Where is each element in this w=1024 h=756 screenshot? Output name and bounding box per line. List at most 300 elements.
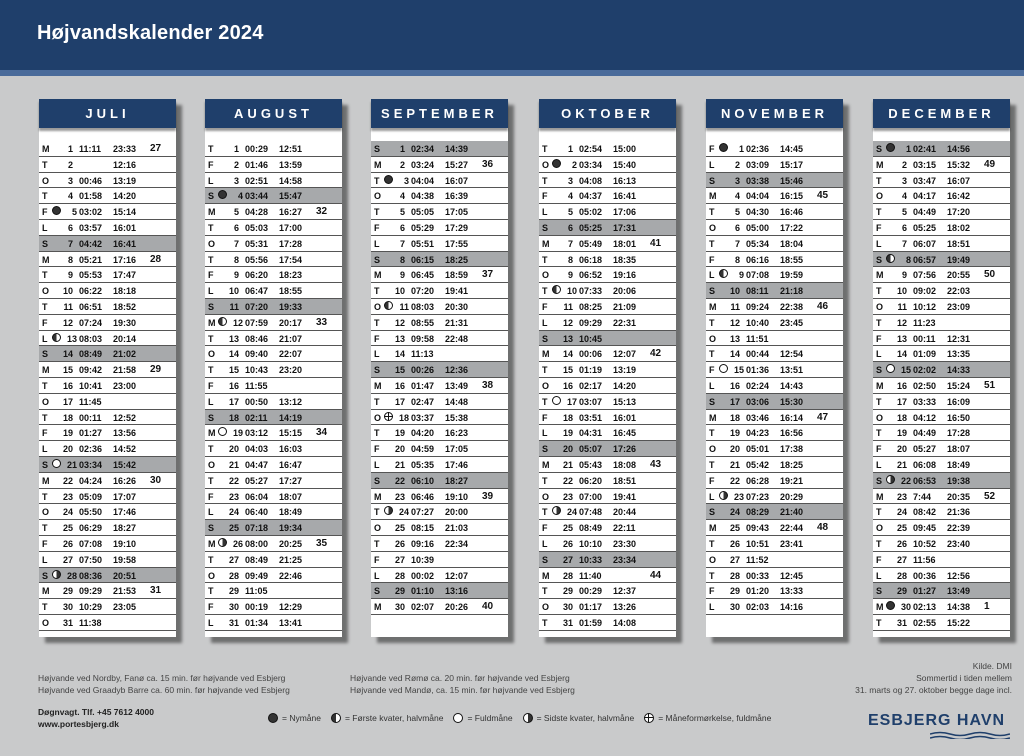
day-row (39, 615, 176, 631)
day-number: 20 (896, 444, 907, 455)
tide-time-1: 00:26 (411, 365, 435, 376)
weekday: L (542, 207, 548, 218)
tide-time-2: 20:51 (113, 570, 137, 581)
weekday: S (374, 365, 381, 376)
tide-time-2: 12:52 (113, 412, 137, 423)
day-row (39, 299, 176, 315)
footer-note: Højvande ved Mandø, ca. 15 min. før højvande ved Esbjerg (350, 685, 575, 695)
day-number: 30 (62, 602, 73, 613)
tide-time-2: 15:14 (113, 207, 137, 218)
tide-time-2: 22:44 (780, 523, 804, 534)
weekday: T (42, 159, 48, 170)
tide-time-1: 08:49 (79, 349, 103, 360)
day-row (39, 315, 176, 331)
tide-time-2: 16:39 (445, 191, 469, 202)
tide-time-1: 00:19 (245, 602, 269, 613)
day-row (39, 425, 176, 441)
day-row (706, 204, 843, 220)
weekday: F (709, 586, 715, 597)
tide-time-2: 17:55 (445, 238, 469, 249)
day-number: 9 (399, 270, 405, 281)
day-row (39, 504, 176, 520)
weekday: T (876, 617, 882, 628)
footer-note: Højvande ved Rømø ca. 20 min. før højvande ved Esbjerg (350, 673, 570, 683)
weekday: M (208, 538, 216, 549)
tide-time-1: 01:58 (79, 191, 103, 202)
day-row (39, 457, 176, 473)
tide-time-1: 05:42 (746, 459, 770, 470)
legend-label: = Fuldmåne (467, 713, 513, 723)
moon-last-icon (218, 538, 227, 547)
tide-time-1: 06:08 (913, 459, 937, 470)
day-row (39, 441, 176, 457)
tide-time-2: 22:31 (613, 317, 637, 328)
tide-time-1: 02:55 (913, 617, 937, 628)
weekday: S (208, 301, 215, 312)
weekday: L (208, 507, 214, 518)
weekday: L (876, 459, 882, 470)
day-row (39, 283, 176, 299)
day-row (539, 410, 676, 426)
day-row (539, 615, 676, 631)
day-row (706, 394, 843, 410)
tide-time-2: 18:51 (947, 238, 971, 249)
tide-time-1: 08:42 (913, 507, 937, 518)
weekday: M (876, 491, 884, 502)
moon-first-icon (52, 333, 61, 342)
tide-time-2: 20:55 (947, 270, 971, 281)
day-number: 12 (729, 317, 740, 328)
weekday: S (876, 475, 883, 486)
day-row (539, 315, 676, 331)
weekday: F (208, 602, 214, 613)
day-row (873, 173, 1010, 189)
weekday: T (208, 333, 214, 344)
day-row (873, 157, 1010, 173)
tide-time-1: 02:51 (245, 175, 269, 186)
day-number: 29 (228, 586, 239, 597)
tide-time-2: 19:34 (279, 523, 303, 534)
week-number: 35 (316, 537, 328, 549)
weekday: F (42, 317, 48, 328)
month-rows (371, 141, 508, 615)
day-row (205, 378, 342, 394)
tide-time-2: 14:43 (780, 380, 804, 391)
day-number: 7 (567, 238, 573, 249)
day-number: 3 (67, 175, 73, 186)
day-row (873, 489, 1010, 505)
tide-time-1: 10:39 (411, 554, 435, 565)
day-number: 5 (734, 207, 740, 218)
weekday: T (709, 349, 715, 360)
day-row (706, 362, 843, 378)
tide-time-2: 21:58 (113, 365, 137, 376)
tide-time-2: 19:21 (780, 475, 804, 486)
day-number: 12 (562, 317, 573, 328)
weekday: T (42, 412, 48, 423)
tide-time-1: 09:40 (245, 349, 269, 360)
day-number: 23 (228, 491, 239, 502)
day-number: 3 (901, 175, 907, 186)
moon-new-icon (268, 713, 278, 723)
summer-time-note: 31. marts og 27. oktober begge dage incl. (855, 685, 1012, 695)
day-row (205, 252, 342, 268)
tide-time-2: 12:16 (113, 159, 137, 170)
tide-time-1: 05:05 (411, 207, 435, 218)
day-number: 2 (233, 159, 239, 170)
week-number: 30 (150, 474, 162, 486)
tide-time-2: 21:18 (780, 286, 804, 297)
day-row (205, 394, 342, 410)
tide-time-1: 04:12 (913, 412, 937, 423)
tide-time-2: 22:11 (613, 523, 636, 534)
tide-time-2: 12:54 (780, 349, 804, 360)
day-number: 17 (896, 396, 907, 407)
weekday: T (709, 459, 715, 470)
tide-time-2: 17:05 (445, 207, 469, 218)
tide-time-1: 03:38 (746, 175, 770, 186)
tide-time-2: 12:07 (613, 349, 637, 360)
tide-time-2: 15:22 (947, 617, 971, 628)
day-row (371, 157, 508, 173)
tide-time-1: 01:27 (913, 586, 937, 597)
weekday: O (42, 286, 50, 297)
tide-time-1: 06:52 (579, 270, 603, 281)
day-row (706, 315, 843, 331)
tide-time-1: 01:19 (579, 365, 603, 376)
day-number: 30 (394, 602, 405, 613)
tide-time-2: 14:56 (947, 144, 971, 154)
tide-time-1: 06:53 (913, 475, 937, 486)
day-row (39, 252, 176, 268)
day-number: 7 (399, 238, 405, 249)
day-number: 4 (901, 191, 907, 202)
day-number: 31 (62, 617, 73, 628)
day-row (205, 188, 342, 204)
day-number: 26 (62, 538, 73, 549)
weekday: F (876, 222, 882, 233)
tide-time-2: 17:38 (780, 444, 804, 455)
weekday: O (876, 191, 884, 202)
day-number: 18 (896, 412, 907, 423)
tide-time-1: 10:43 (245, 365, 269, 376)
day-number: 10 (394, 286, 405, 297)
day-row (371, 315, 508, 331)
weekday: T (709, 570, 715, 581)
day-number: 9 (67, 270, 73, 281)
day-number: 9 (567, 270, 573, 281)
tide-time-2: 18:25 (445, 254, 469, 265)
weekday: O (542, 159, 550, 170)
tide-time-1: 02:11 (245, 412, 268, 423)
day-row (371, 441, 508, 457)
tide-time-2: 15:42 (113, 459, 137, 470)
tide-time-1: 06:51 (79, 301, 103, 312)
tide-time-1: 11:23 (913, 317, 936, 328)
tide-time-1: 10:40 (746, 317, 770, 328)
day-row (539, 520, 676, 536)
tide-time-2: 18:35 (613, 254, 637, 265)
tide-time-1: 02:03 (746, 602, 770, 613)
day-row (205, 315, 342, 331)
day-number: 14 (62, 349, 73, 360)
day-number: 5 (233, 207, 239, 218)
day-number: 20 (228, 444, 239, 455)
day-number: 22 (62, 475, 73, 486)
tide-time-2: 22:34 (445, 538, 469, 549)
tide-time-2: 16:41 (613, 191, 637, 202)
day-row (539, 299, 676, 315)
weekday: O (42, 617, 50, 628)
tide-time-1: 00:11 (913, 333, 936, 344)
tide-time-1: 00:06 (579, 349, 603, 360)
moon-first-icon (384, 301, 393, 310)
moon-new-icon (552, 159, 561, 168)
weekday: M (208, 207, 216, 218)
tide-time-1: 05:49 (579, 238, 603, 249)
moon-legend (268, 713, 777, 723)
tide-time-1: 06:46 (411, 491, 435, 502)
tide-time-2: 18:25 (780, 459, 804, 470)
day-row (39, 410, 176, 426)
day-row (205, 615, 342, 631)
tide-time-2: 20:25 (279, 538, 303, 549)
weekday: O (709, 554, 717, 565)
day-row (873, 425, 1010, 441)
weekday: S (374, 475, 381, 486)
tide-time-2: 19:58 (113, 554, 137, 565)
day-row (39, 552, 176, 568)
day-row (371, 552, 508, 568)
tide-time-1: 02:17 (579, 380, 603, 391)
day-row (205, 346, 342, 362)
weekday: M (876, 602, 884, 613)
day-row (371, 188, 508, 204)
day-number: 10 (566, 286, 577, 297)
day-number: 7 (67, 238, 73, 249)
day-row (706, 441, 843, 457)
day-number: 6 (399, 222, 405, 233)
day-number: 15 (562, 365, 573, 376)
tide-time-2: 15:47 (279, 191, 303, 202)
day-number: 31 (896, 617, 907, 628)
tide-time-1: 07:27 (411, 507, 435, 518)
day-number: 26 (232, 538, 243, 549)
tide-time-2: 15:46 (780, 175, 804, 186)
tide-time-2: 17:54 (279, 254, 303, 265)
tide-time-2: 16:42 (947, 191, 971, 202)
day-number: 8 (734, 254, 740, 265)
day-number: 4 (567, 191, 573, 202)
tide-time-1: 03:33 (913, 396, 937, 407)
day-row (205, 362, 342, 378)
month-header: SEPTEMBER (371, 99, 508, 128)
tide-time-2: 17:16 (113, 254, 137, 265)
day-number: 11 (229, 301, 239, 312)
day-row (39, 362, 176, 378)
day-number: 4 (734, 191, 740, 202)
tide-time-2: 21:03 (445, 523, 469, 534)
tide-time-1: 05:27 (913, 444, 937, 455)
day-row (706, 173, 843, 189)
tide-time-1: 06:22 (79, 286, 103, 297)
day-number: 8 (567, 254, 573, 265)
day-row (371, 583, 508, 599)
header-stripe (0, 70, 1024, 76)
day-row (371, 489, 508, 505)
weekday: T (542, 396, 548, 407)
day-number: 17 (62, 396, 73, 407)
weekday: S (42, 570, 49, 581)
day-row (205, 599, 342, 615)
day-number: 19 (232, 428, 243, 439)
tide-time-1: 7:44 (913, 491, 932, 502)
tide-time-1: 07:24 (79, 317, 103, 328)
month-rows (873, 141, 1010, 631)
weekday: M (542, 349, 550, 360)
day-row (706, 252, 843, 268)
tide-time-2: 12:36 (445, 365, 469, 376)
day-row (205, 204, 342, 220)
legend-label: = Sidste kvater, halvmåne (536, 713, 635, 723)
tide-time-2: 16:01 (113, 222, 137, 233)
tide-time-2: 16:03 (279, 444, 303, 455)
tide-time-2: 17:22 (780, 222, 804, 233)
weekday: S (709, 507, 716, 518)
weekday: L (42, 222, 48, 233)
tide-time-2: 19:10 (113, 538, 137, 549)
weekday: O (542, 270, 550, 281)
day-row (371, 236, 508, 252)
tide-time-2: 13:41 (279, 617, 303, 628)
month-rows (539, 141, 676, 631)
day-number: 24 (729, 507, 740, 518)
day-number: 18 (729, 412, 740, 423)
day-row (371, 520, 508, 536)
day-number: 17 (394, 396, 405, 407)
day-number: 16 (62, 380, 73, 391)
weekday: O (542, 380, 550, 391)
day-row (873, 267, 1010, 283)
day-number: 29 (562, 586, 573, 597)
day-number: 27 (896, 554, 907, 565)
day-number: 25 (562, 523, 573, 534)
tide-time-1: 11:45 (79, 396, 102, 407)
weekday: S (374, 586, 381, 597)
moon-last-icon (719, 491, 728, 500)
weekday: M (374, 159, 382, 170)
day-number: 11 (897, 301, 907, 312)
weekday: L (876, 238, 882, 249)
tide-time-2: 20:29 (780, 491, 804, 502)
weekday: T (42, 602, 48, 613)
tide-time-1: 06:28 (746, 475, 770, 486)
tide-time-1: 05:34 (746, 238, 770, 249)
weekday: S (374, 254, 381, 265)
day-row (706, 299, 843, 315)
tide-time-1: 08:03 (411, 301, 435, 312)
day-row (539, 267, 676, 283)
weekday: T (42, 191, 48, 202)
day-number: 22 (900, 475, 911, 486)
tide-time-1: 05:00 (746, 222, 770, 233)
week-number: 31 (150, 585, 162, 597)
day-number: 8 (905, 254, 911, 265)
day-number: 24 (896, 507, 907, 518)
day-number: 27 (562, 554, 573, 565)
tide-time-1: 04:08 (579, 175, 603, 186)
website-link[interactable]: www.portesbjerg.dk (38, 719, 119, 729)
tide-time-1: 03:34 (79, 459, 103, 470)
weekday: F (542, 412, 548, 423)
tide-time-2: 13:26 (613, 602, 637, 613)
tide-time-1: 09:02 (913, 286, 937, 297)
phone-number: Døgnvagt. Tlf. +45 7612 4000 (38, 707, 154, 717)
day-row (371, 267, 508, 283)
tide-time-1: 11:13 (411, 349, 434, 360)
day-number: 28 (896, 570, 907, 581)
weekday: O (374, 523, 382, 534)
weekday: O (208, 349, 216, 360)
day-row (371, 299, 508, 315)
tide-time-1: 08:29 (746, 507, 770, 518)
day-row (39, 568, 176, 584)
week-number: 46 (817, 300, 829, 312)
tide-time-1: 03:07 (579, 396, 603, 407)
day-number: 16 (729, 380, 740, 391)
tide-time-2: 18:51 (613, 475, 637, 486)
tide-time-1: 01:36 (746, 365, 770, 376)
weekday: T (374, 317, 380, 328)
tide-time-2: 13:33 (780, 586, 804, 597)
weekday: F (208, 159, 214, 170)
tide-time-1: 01:59 (579, 617, 603, 628)
weekday: M (42, 365, 50, 376)
day-row (539, 473, 676, 489)
weekday: S (709, 396, 716, 407)
day-row (706, 283, 843, 299)
tide-time-1: 00:36 (913, 570, 937, 581)
day-number: 3 (403, 175, 409, 186)
day-number: 8 (399, 254, 405, 265)
tide-time-1: 03:15 (913, 159, 937, 170)
tide-time-2: 18:49 (279, 507, 303, 518)
weekday: T (208, 554, 214, 565)
day-number: 6 (233, 222, 239, 233)
moon-first-icon (331, 713, 341, 723)
weekday: L (374, 459, 380, 470)
tide-time-1: 06:20 (245, 270, 269, 281)
day-number: 29 (729, 586, 740, 597)
day-row (39, 536, 176, 552)
tide-time-1: 10:12 (913, 301, 937, 312)
day-number: 12 (232, 317, 243, 328)
footer-source (855, 660, 1012, 696)
tide-time-1: 07:08 (79, 538, 103, 549)
day-row (39, 394, 176, 410)
footer-notes-left (38, 672, 290, 696)
month-header: DECEMBER (873, 99, 1010, 128)
tide-time-2: 20:17 (279, 317, 303, 328)
day-number: 24 (566, 507, 577, 518)
weekday: M (876, 380, 884, 391)
tide-time-2: 14:16 (780, 602, 804, 613)
month-header: OKTOBER (539, 99, 676, 128)
day-row (371, 173, 508, 189)
tide-time-2: 16:07 (947, 175, 971, 186)
tide-time-2: 15:00 (613, 144, 637, 154)
tide-time-1: 06:15 (411, 254, 435, 265)
